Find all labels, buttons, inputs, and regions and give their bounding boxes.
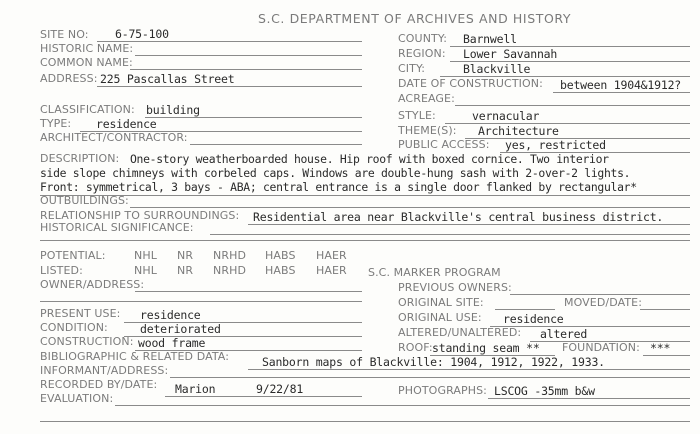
potential-haer: HAER — [316, 249, 347, 262]
significance-extra-line — [40, 240, 690, 241]
roof-label: ROOF: — [398, 341, 433, 354]
condition-value: deteriorated — [140, 322, 221, 336]
evaluation-label: EVALUATION: — [40, 392, 114, 405]
original-site-label: ORIGINAL SITE: — [398, 296, 484, 309]
potential-nhl: NHL — [134, 249, 157, 262]
evaluation-extra-line — [40, 421, 690, 422]
relationship-label: RELATIONSHIP TO SURROUNDINGS: — [40, 209, 240, 222]
historical-significance-label: HISTORICAL SIGNIFICANCE: — [40, 221, 194, 234]
county-value: Barnwell — [463, 32, 517, 46]
listed-nr: NR — [177, 264, 194, 277]
date-line — [553, 92, 690, 93]
themes-value: Architecture — [478, 124, 559, 138]
description-line-2: side slope chimneys with corbeled caps. Windows are double-hung sash with 2-over-2 lights. — [40, 166, 631, 180]
moved-date-label: MOVED/DATE: — [564, 296, 643, 309]
type-value: residence — [96, 117, 157, 131]
region-label: REGION: — [398, 47, 446, 60]
bibliographic-value: Sanborn maps of Blackville: 1904, 1912, 1922, 1933. — [262, 355, 605, 369]
historical-significance-line — [210, 234, 690, 235]
condition-label: CONDITION: — [40, 321, 108, 334]
style-label: STYLE: — [398, 109, 436, 122]
city-label: CITY: — [398, 62, 426, 75]
original-use-value: residence — [503, 312, 564, 326]
marker-program-label: S.C. MARKER PROGRAM — [368, 266, 501, 279]
architect-label: ARCHITECT/CONTRACTOR: — [40, 131, 188, 144]
classification-line — [145, 117, 362, 118]
common-name-label: COMMON NAME: — [40, 56, 133, 69]
previous-owners-line — [510, 294, 690, 295]
public-access-value: yes, restricted — [505, 138, 606, 152]
photographs-label: PHOTOGRAPHS: — [398, 384, 487, 397]
owner-address-extra-line — [40, 301, 362, 302]
foundation-label: FOUNDATION: — [562, 341, 640, 354]
description-line — [40, 195, 690, 196]
informant-line — [170, 377, 690, 378]
original-use-label: ORIGINAL USE: — [398, 311, 482, 324]
potential-nrhd: NRHD — [213, 249, 247, 262]
outbuildings-line — [130, 207, 690, 208]
photographs-value: LSCOG -35mm b&w — [494, 384, 595, 398]
listed-haer: HAER — [316, 264, 347, 277]
date-of-construction-label: DATE OF CONSTRUCTION: — [398, 77, 543, 90]
type-label: TYPE: — [40, 117, 72, 130]
listed-nhl: NHL — [134, 264, 157, 277]
date-of-construction-value: between 1904&1912? — [560, 78, 682, 92]
photographs-line — [488, 398, 690, 399]
relationship-line — [248, 224, 690, 225]
recorded-date-value: 9/22/81 — [256, 382, 304, 396]
themes-label: THEME(S): — [398, 124, 457, 137]
altered-value: altered — [540, 327, 588, 341]
present-use-label: PRESENT USE: — [40, 307, 121, 320]
architect-line — [190, 144, 362, 145]
county-label: COUNTY: — [398, 32, 448, 45]
recorded-by-value: Marion — [175, 382, 216, 396]
acreage-label: ACREAGE: — [398, 92, 455, 105]
foundation-line — [643, 355, 690, 356]
address-line — [97, 86, 362, 87]
description-line-3: Front: symmetrical, 3 bays - ABA; central entrance is a single door flanked by rectangular* — [40, 180, 637, 194]
common-name-line — [130, 69, 362, 70]
historic-name-line — [135, 55, 362, 56]
address-value: 225 Pascallas Street — [100, 72, 235, 86]
classification-label: CLASSIFICATION: — [40, 103, 135, 116]
classification-value: building — [146, 103, 200, 117]
construction-label: CONSTRUCTION: — [40, 335, 134, 348]
altered-label: ALTERED/UNALTERED: — [398, 326, 522, 339]
listed-label: LISTED: — [40, 264, 83, 277]
bibliographic-label: BIBLIOGRAPHIC & RELATED DATA: — [40, 350, 230, 363]
public-access-label: PUBLIC ACCESS: — [398, 138, 490, 151]
acreage-line — [455, 105, 690, 106]
recorded-by-label: RECORDED BY/DATE: — [40, 378, 158, 391]
site-no-value: 6-75-100 — [115, 27, 169, 41]
roof-value: standing seam ** — [432, 341, 540, 355]
potential-nr: NR — [177, 249, 194, 262]
listed-nrhd: NRHD — [213, 264, 247, 277]
address-label: ADDRESS: — [40, 72, 98, 85]
city-value: Blackville — [463, 62, 531, 76]
outbuildings-label: OUTBUILDINGS: — [40, 194, 129, 207]
historic-name-label: HISTORIC NAME: — [40, 42, 134, 55]
bibliographic-line — [248, 369, 690, 370]
owner-address-label: OWNER/ADDRESS: — [40, 278, 145, 291]
owner-address-line — [135, 291, 362, 292]
original-site-line — [495, 309, 555, 310]
potential-habs: HABS — [265, 249, 296, 262]
previous-owners-label: PREVIOUS OWNERS: — [398, 281, 512, 294]
informant-label: INFORMANT/ADDRESS: — [40, 364, 169, 377]
site-no-line — [97, 41, 362, 42]
construction-value: wood frame — [138, 336, 206, 350]
relationship-value: Residential area near Blackville's central business district. — [253, 210, 664, 224]
site-no-label: SITE NO: — [40, 28, 89, 41]
present-use-value: residence — [140, 308, 201, 322]
evaluation-line — [115, 405, 690, 406]
region-value: Lower Savannah — [463, 47, 558, 61]
style-value: vernacular — [472, 109, 540, 123]
moved-date-line — [640, 309, 690, 310]
description-label: DESCRIPTION: — [40, 152, 120, 165]
foundation-value: *** — [650, 341, 671, 355]
card-title: S.C. DEPARTMENT OF ARCHIVES AND HISTORY — [258, 11, 572, 26]
listed-habs: HABS — [265, 264, 296, 277]
recorded-by-line — [165, 396, 362, 397]
potential-label: POTENTIAL: — [40, 249, 106, 262]
description-line-1: One-story weatherboarded house. Hip roof with boxed cornice. Two interior — [130, 152, 609, 166]
